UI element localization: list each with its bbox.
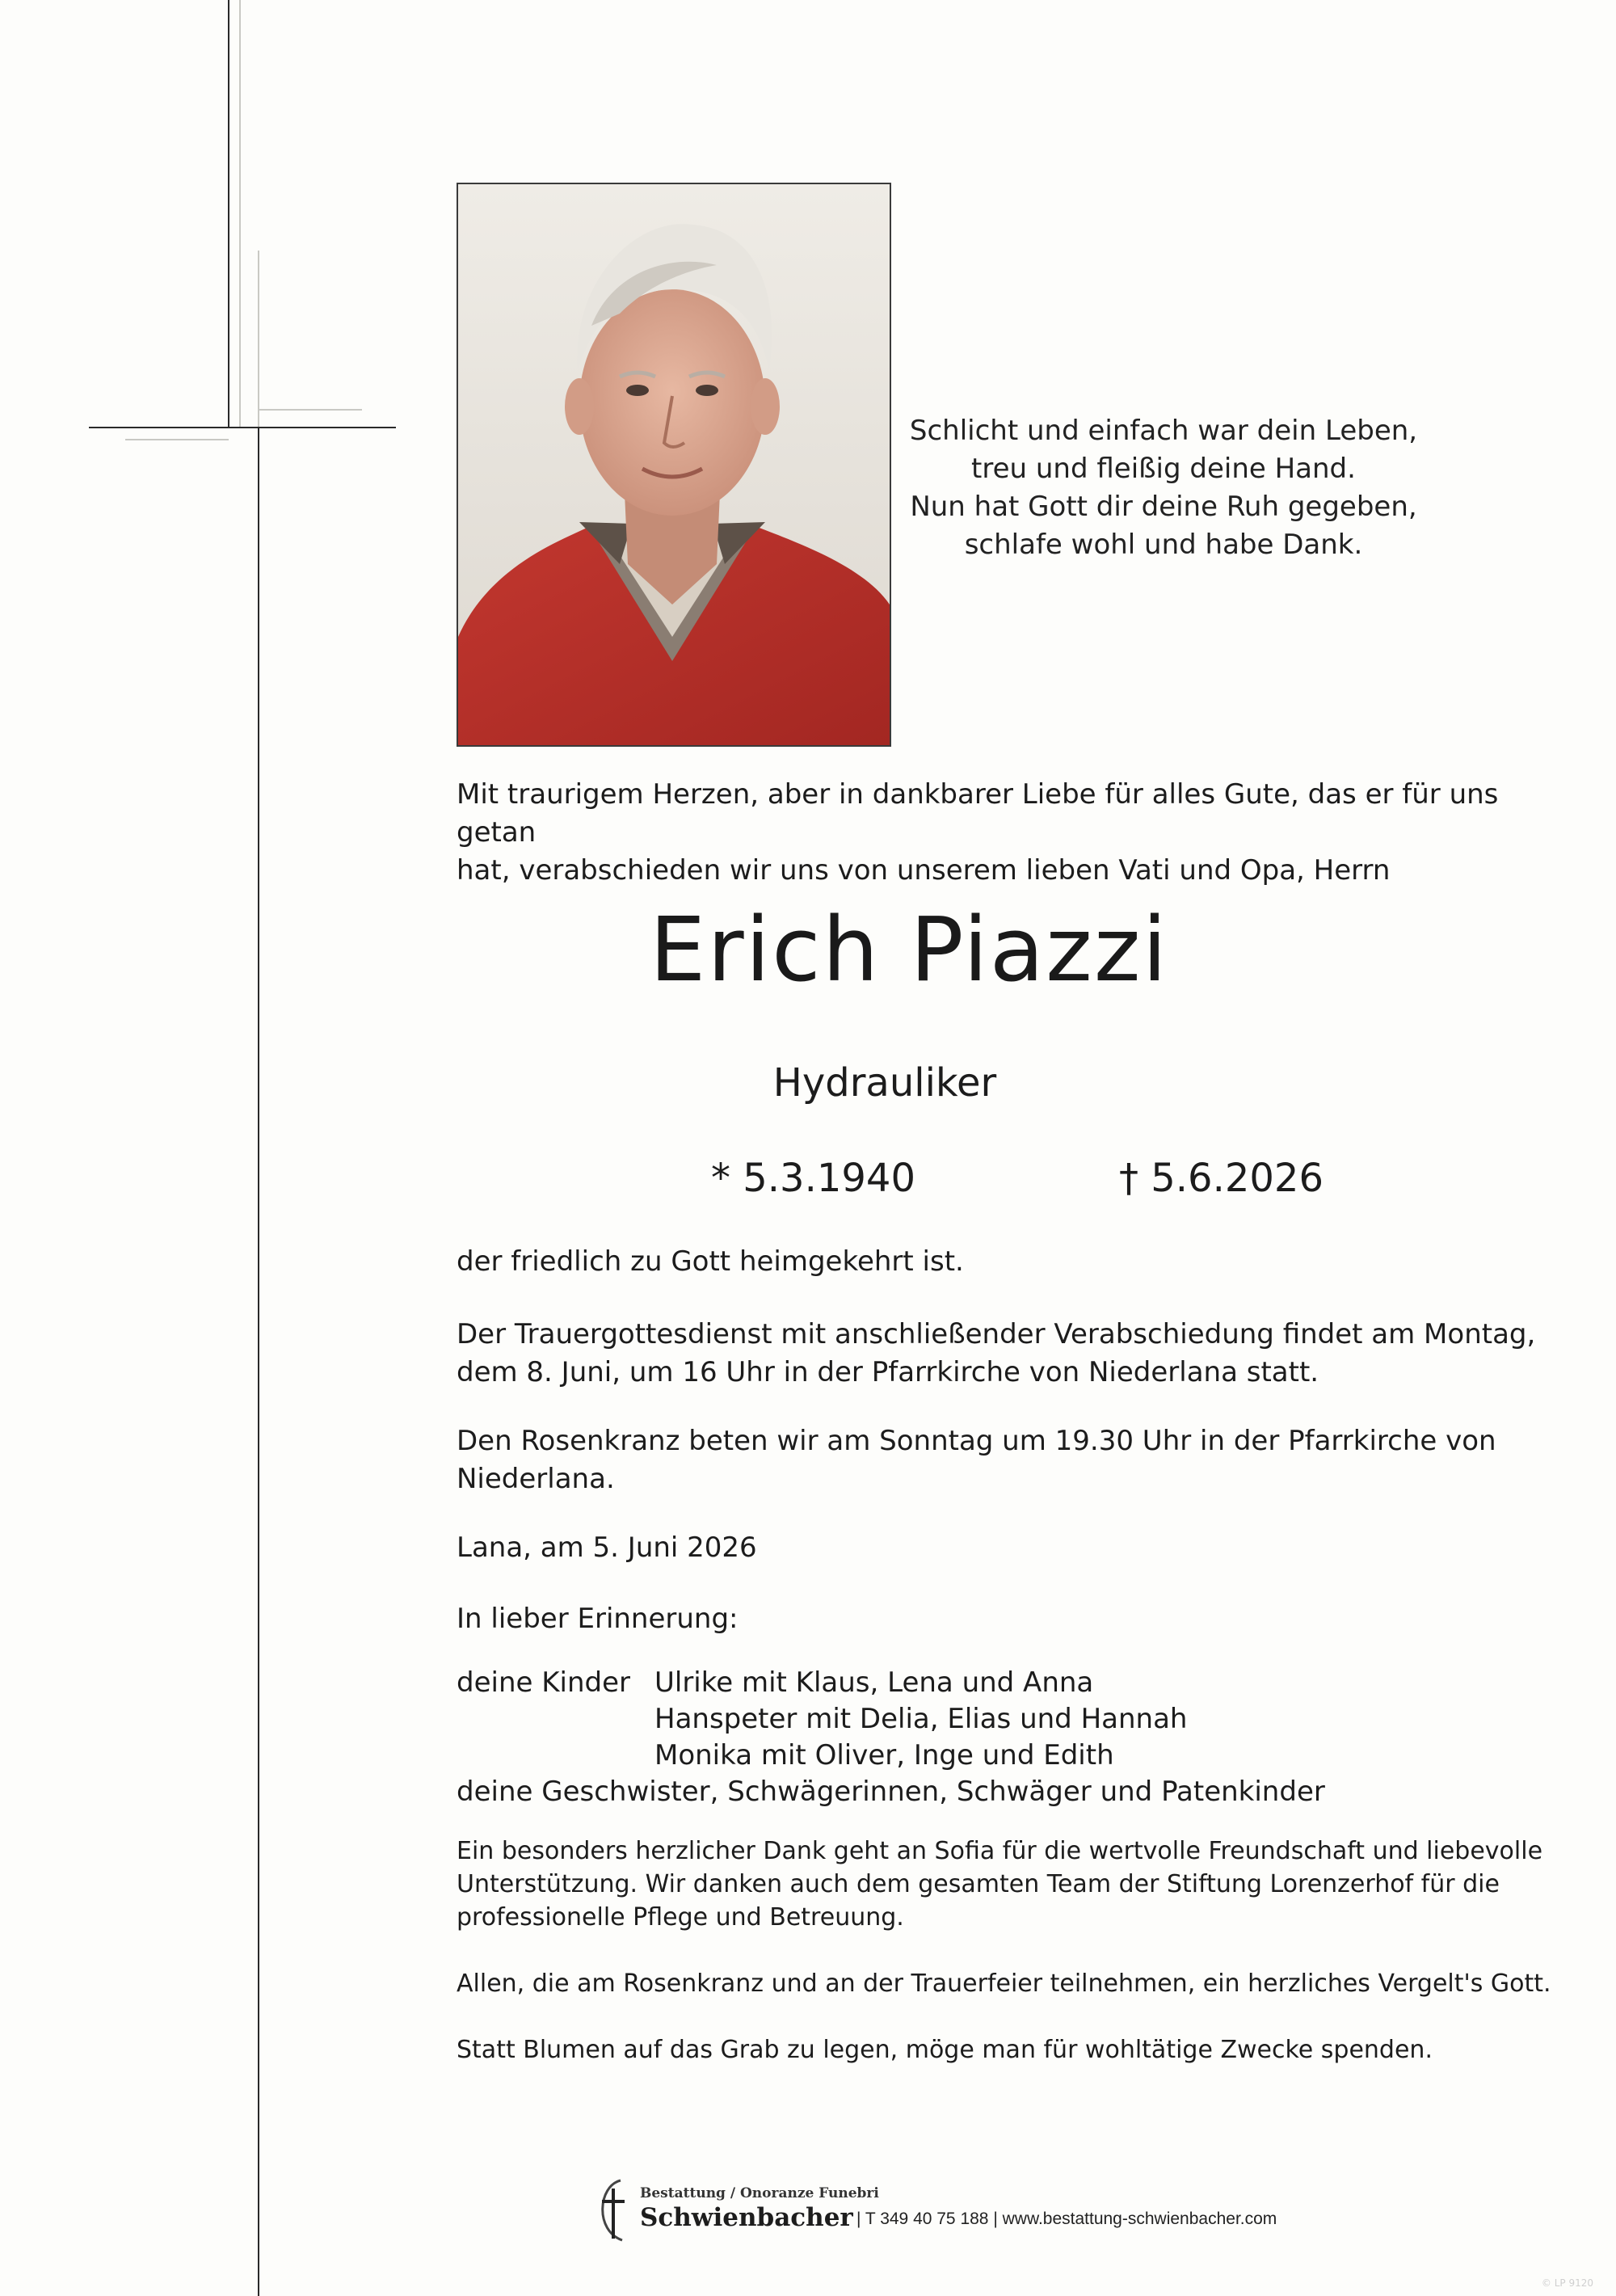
portrait-illustration (458, 184, 890, 745)
thanks-line: professionelle Pflege und Betreuung. (457, 1903, 904, 1932)
homecoming-text: der friedlich zu Gott heimgekehrt ist. (457, 1245, 964, 1278)
company-name: Schwienbacher (640, 2203, 853, 2232)
child-family: Ulrike mit Klaus, Lena und Anna (654, 1666, 1094, 1699)
attendees-thanks: Allen, die am Rosenkranz und an der Trauerfeier teilnehmen, ein herzliches Vergelt's Gott. (457, 1970, 1551, 1998)
child-family: Monika mit Oliver, Inge und Edith (654, 1739, 1114, 1772)
children-label: deine Kinder (457, 1666, 630, 1699)
thanks-line: Unterstützung. Wir danken auch dem gesamten Team der Stiftung Lorenzerhof für die (457, 1870, 1500, 1898)
rosary-line: Niederlana. (457, 1463, 615, 1495)
deceased-name (457, 897, 1572, 1002)
service-info (457, 1316, 1572, 1392)
funeral-home-cross-logo (590, 2174, 638, 2247)
print-stamp: © LP 9120 (1541, 2277, 1593, 2289)
poem-line: treu und fleißig deine Hand. (971, 453, 1356, 485)
intro-line: hat, verabschieden wir uns von unserem lieben Vati und Opa, Herrn (457, 854, 1391, 887)
funeral-home-footer (590, 2174, 1317, 2247)
place-date: Lana, am 5. Juni 2026 (457, 1531, 757, 1564)
birth-date: * 5.3.1940 (711, 1156, 916, 1201)
other-relatives: deine Geschwister, Schwägerinnen, Schwäger und Patenkinder (457, 1776, 1325, 1808)
death-date: † 5.6.2026 (1119, 1156, 1324, 1201)
poem-line: Nun hat Gott dir deine Ruh gegeben, (910, 491, 1417, 523)
company-subtitle: Bestattung / Onoranze Funebri (640, 2185, 879, 2201)
memorial-poem (909, 412, 1418, 564)
company-contact: | T 349 40 75 188 | www.bestattung-schwienbacher.com (856, 2210, 1277, 2228)
deceased-name-text: Erich Piazzi (649, 898, 1169, 1001)
memory-heading: In lieber Erinnerung: (457, 1603, 739, 1635)
rosary-line: Den Rosenkranz beten wir am Sonntag um 19.30 Uhr in der Pfarrkirche von (457, 1425, 1496, 1457)
profession-text: Hydrauliker (772, 1060, 997, 1106)
service-line: dem 8. Juni, um 16 Uhr in der Pfarrkirche von Niederlana statt. (457, 1356, 1319, 1388)
thanks-paragraph (457, 1835, 1580, 1934)
thanks-line: Ein besonders herzlicher Dank geht an Sofia für die wertvolle Freundschaft und liebevolle (457, 1837, 1543, 1865)
poem-line: schlafe wohl und habe Dank. (964, 529, 1363, 561)
flowers-note: Statt Blumen auf das Grab zu legen, möge man für wohltätige Zwecke spenden. (457, 2036, 1433, 2064)
child-family: Hanspeter mit Delia, Elias und Hannah (654, 1703, 1188, 1735)
portrait-photo (457, 183, 891, 747)
service-line: Der Trauergottesdienst mit anschließender Verabschiedung findet am Montag, (457, 1318, 1536, 1350)
intro-line: Mit traurigem Herzen, aber in dankbarer Liebe für alles Gute, das er für uns getan (457, 778, 1499, 849)
poem-line: Schlicht und einfach war dein Leben, (909, 415, 1418, 447)
intro-text (457, 776, 1572, 890)
deceased-profession (457, 1059, 1572, 1107)
rosary-info (457, 1422, 1572, 1498)
